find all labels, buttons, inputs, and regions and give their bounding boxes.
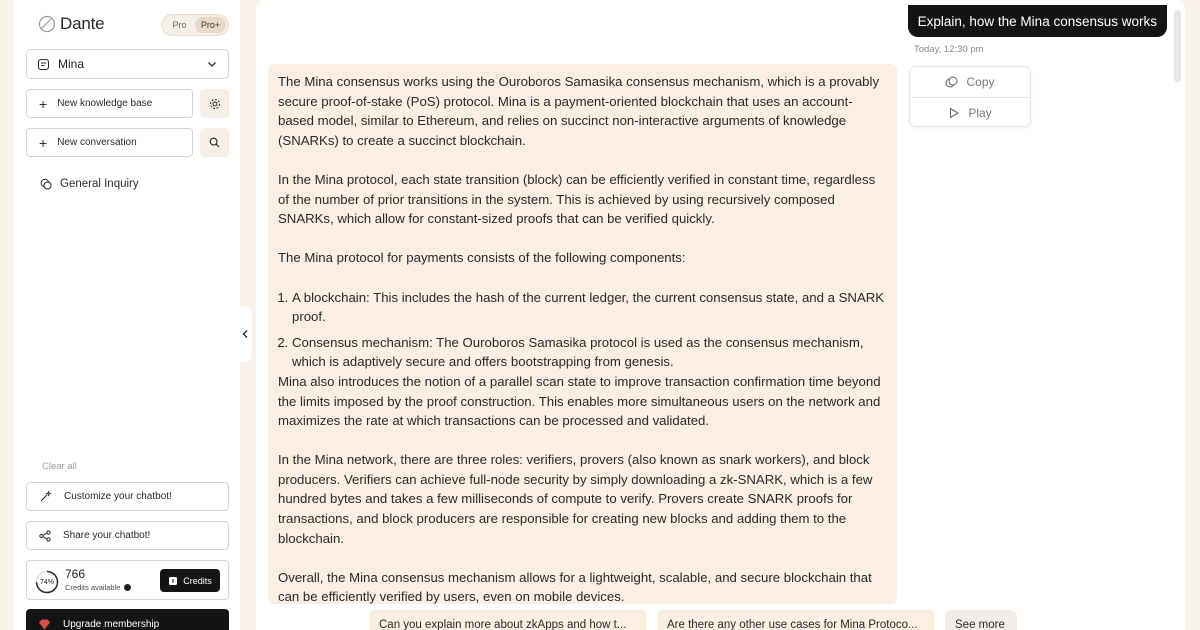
answer-list [278, 288, 887, 372]
plan-toggle[interactable] [161, 14, 229, 36]
chat-panel [256, 0, 1185, 630]
customize-chatbot-button[interactable] [26, 482, 229, 511]
gem-icon [38, 619, 51, 630]
brand-name: Dante [60, 14, 105, 33]
sidebar [14, 0, 240, 630]
play-icon [948, 107, 960, 119]
plan-pro-plus[interactable]: Pro+ [195, 17, 226, 33]
answer-paragraph: The Mina protocol for payments consists of the following components: [278, 250, 686, 266]
new-conversation-label: New conversation [57, 137, 137, 148]
answer-paragraph: Mina also introduces the notion of a parallel scan state to improve transaction confirmation time beyond the limits imposed by the proof construction. This enables more simultaneous users on the network and maximizes the rate at which transactions can be processed and validated. [278, 373, 881, 429]
clear-all-link[interactable]: Clear all [42, 461, 77, 472]
credit-card-icon [168, 576, 178, 586]
new-knowledge-base-button[interactable] [26, 89, 193, 118]
assistant-answer [268, 64, 897, 604]
new-conversation-button[interactable] [26, 128, 193, 157]
info-icon[interactable] [124, 584, 131, 591]
upgrade-membership-label: Upgrade membership [63, 618, 160, 630]
user-message: Explain, how the Mina consensus works [908, 5, 1167, 37]
copy-label: Copy [966, 75, 995, 89]
plus-icon: + [39, 134, 48, 151]
answer-paragraph: In the Mina network, there are three roles: verifiers, provers (also known as snark workers), and block producers. Verifiers can achieve full-node security by simply downloading a zk-SNARK, which is a few hundred bytes and takes a few milliseconds of compute to verify. Provers create SNARK proofs for transactions, and block producers are responsible for creating new blocks and adding them to the blockchain. [278, 452, 873, 546]
copy-button[interactable] [910, 67, 1030, 97]
knowledge-base-select[interactable] [26, 49, 229, 79]
copy-icon [945, 76, 958, 89]
plan-pro[interactable]: Pro [172, 20, 187, 30]
document-icon [37, 58, 50, 71]
play-button[interactable] [910, 97, 1030, 127]
credits-available [65, 583, 131, 592]
credits-panel [26, 560, 229, 600]
answer-list-item: 2. Consensus mechanism: The Ouroboros Samasika protocol is used as the consensus mechanism, which is adaptively secure and offers bootstrapping from genesis. [292, 333, 887, 372]
suggestion-chip[interactable]: Are there any other use cases for Mina Protoco... [657, 610, 935, 630]
share-chatbot-label: Share your chatbot! [63, 530, 151, 541]
search-icon [209, 137, 220, 148]
search-button[interactable] [200, 128, 229, 157]
upgrade-membership-button[interactable] [26, 609, 229, 630]
new-knowledge-base-label: New knowledge base [57, 98, 153, 109]
credits-available-label: Credits available [65, 583, 121, 592]
magic-wand-icon [39, 490, 52, 503]
dante-logo-icon [38, 15, 56, 33]
credits-percent: 74% [39, 578, 54, 586]
credits-count: 766 [65, 567, 86, 581]
scrollbar[interactable] [1174, 10, 1181, 82]
gear-icon [209, 98, 221, 110]
suggestion-chip[interactable]: Can you explain more about zkApps and how t... [369, 610, 647, 630]
credits-button[interactable] [160, 569, 220, 592]
answer-paragraph: Overall, the Mina consensus mechanism allows for a lightweight, scalable, and secure blockchain that can be efficiently verified by users, even on mobile devices. [278, 569, 872, 604]
play-label: Play [968, 105, 992, 120]
conversation-label: General Inquiry [60, 178, 139, 190]
share-chatbot-button[interactable] [26, 521, 229, 550]
customize-chatbot-label: Customize your chatbot! [64, 491, 172, 502]
see-more-button[interactable]: See more [945, 610, 1017, 630]
chat-bubbles-icon [40, 178, 52, 190]
credits-button-label: Credits [183, 575, 212, 586]
knowledge-base-name: Mina [58, 57, 85, 71]
conversation-item[interactable] [40, 178, 139, 190]
settings-button[interactable] [200, 89, 229, 118]
answer-list-item: 1. A blockchain: This includes the hash of the current ledger, the current consensus state, and a SNARK proof. [292, 288, 887, 327]
share-icon [39, 530, 51, 542]
answer-paragraph: In the Mina protocol, each state transition (block) can be efficiently verified in constant time, regardless of the number of prior transitions in the system. This is achieved by using recursively composed SNARKs, which allow for constant-sized proofs that can be verified quickly. [278, 171, 876, 227]
plus-icon: + [39, 95, 48, 112]
collapse-sidebar-button[interactable] [238, 306, 252, 362]
suggestions [369, 610, 1017, 630]
message-timestamp: Today, 12:30 pm [914, 44, 984, 55]
brand[interactable] [38, 14, 104, 34]
chevron-left-icon [241, 329, 249, 339]
chevron-down-icon [206, 58, 218, 70]
message-actions [909, 66, 1031, 127]
answer-paragraph: The Mina consensus works using the Ouroboros Samasika consensus mechanism, which is a provably secure proof-of-stake (PoS) protocol. Mina is a payment-oriented blockchain that uses an account-based model, similar to Ethereum, and relies on succinct non-interactive arguments of knowledge (SNARKs) to create a succinct blockchain. [278, 74, 880, 148]
